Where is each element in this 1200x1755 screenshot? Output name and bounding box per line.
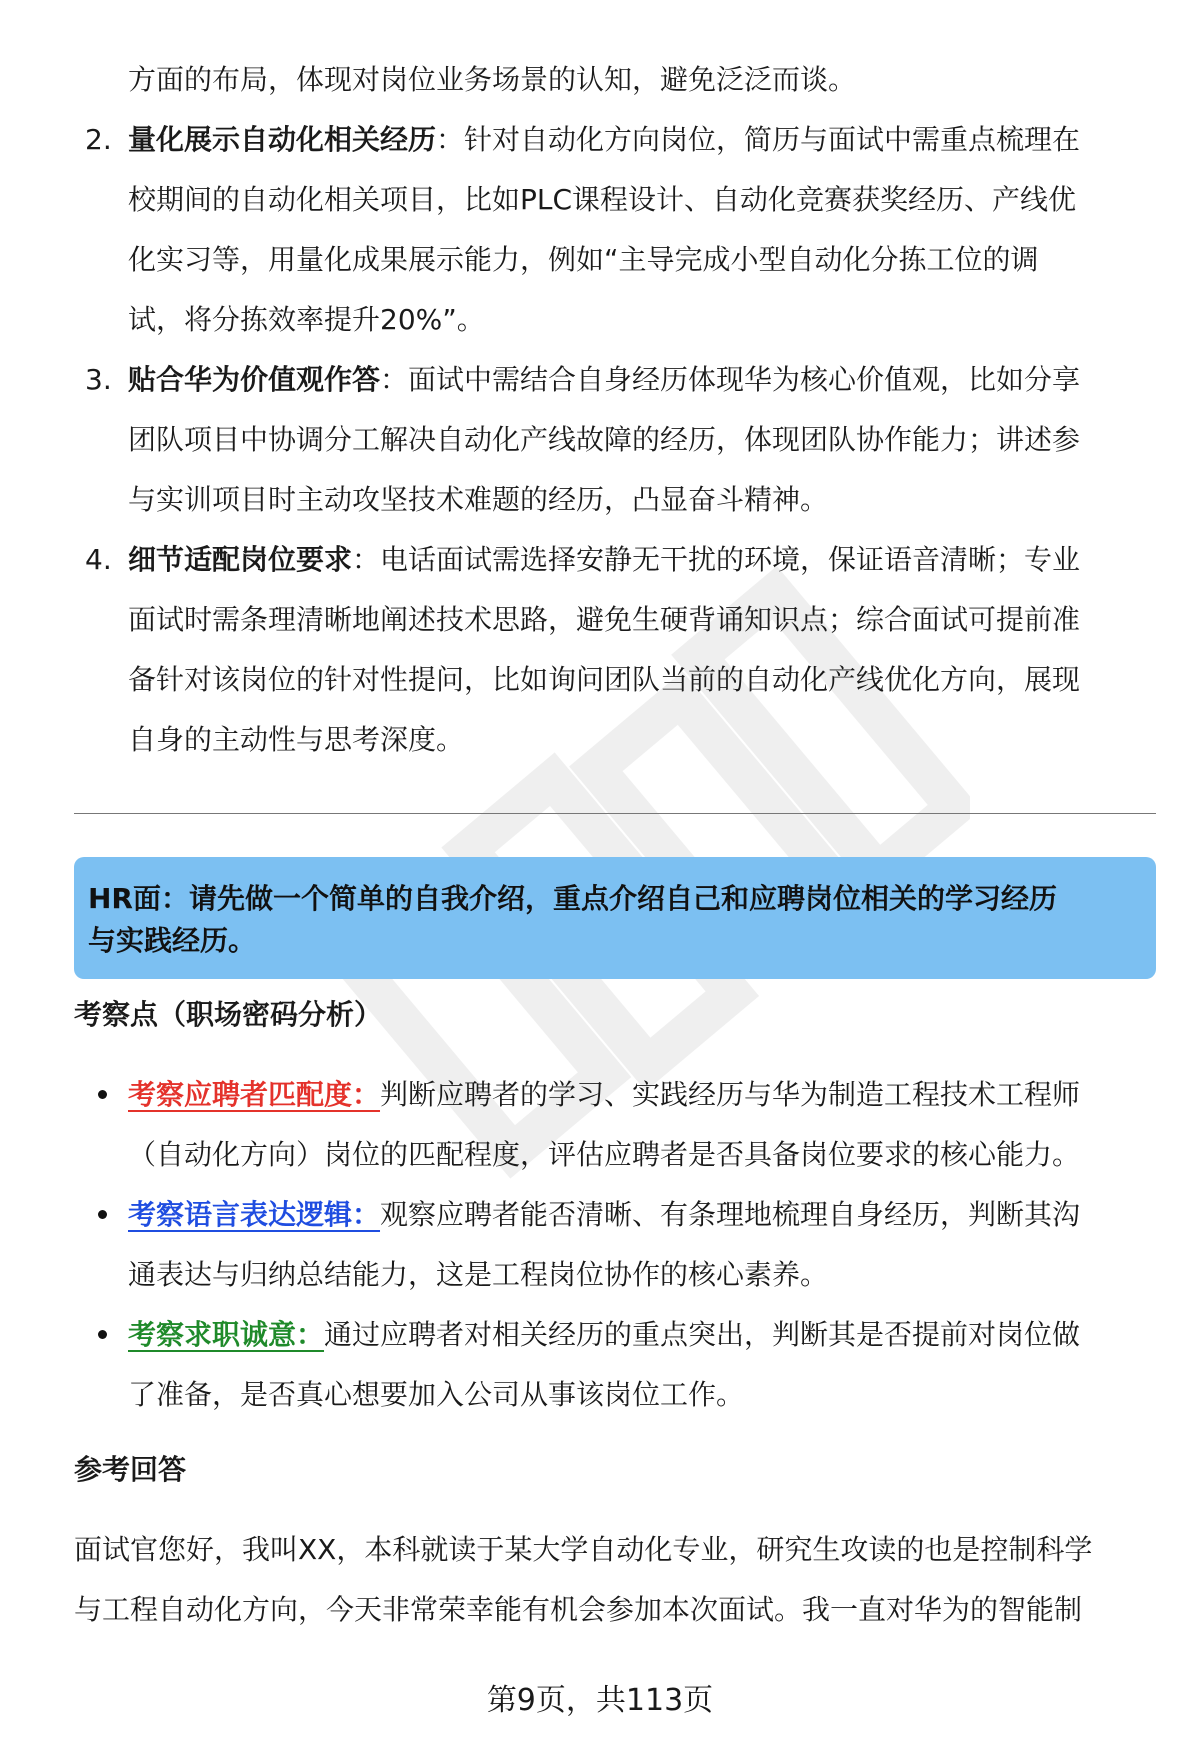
list-continuation-line: 方面的布局，体现对岗位业务场景的认知，避免泛泛而谈。: [128, 63, 857, 96]
bullet-icon: [98, 1090, 107, 1099]
assessment-tag: 考察求职诚意：: [128, 1318, 325, 1351]
assessment-text: （自动化方向）岗位的匹配程度，评估应聘者是否具备岗位要求的核心能力。: [128, 1138, 1081, 1171]
assessment-heading: 考察点（职场密码分析）: [74, 998, 383, 1031]
list-item: [128, 530, 1080, 590]
question-line: 与实践经历。: [88, 924, 257, 957]
tip-title: 细节适配岗位要求: [128, 543, 353, 576]
tip-text: 面试时需条理清晰地阐述技术思路，避免生硬背诵知识点；综合面试可提前准: [128, 603, 1081, 636]
tip-title: 贴合华为价值观作答: [128, 363, 381, 396]
tip-text: ：电话面试需选择安静无干扰的环境，保证语音清晰；专业: [352, 543, 1081, 576]
tip-text: 自身的主动性与思考深度。: [128, 723, 465, 756]
tip-text: 化实习等，用量化成果展示能力，例如“主导完成小型自动化分拣工位的调: [128, 243, 1039, 276]
page-number: 第9页，共113页: [486, 1683, 714, 1718]
tip-text: 团队项目中协调分工解决自动化产线故障的经历，体现团队协作能力；讲述参: [128, 423, 1081, 456]
reference-heading: 参考回答: [74, 1453, 187, 1486]
section-divider: [74, 813, 1156, 814]
reference-text: 与工程自动化方向，今天非常荣幸能有机会参加本次面试。我一直对华为的智能制: [74, 1593, 1083, 1626]
tip-text: 校期间的自动化相关项目，比如PLC课程设计、自动化竞赛获奖经历、产线优: [128, 183, 1077, 216]
assessment-text: 判断应聘者的学习、实践经历与华为制造工程技术工程师: [380, 1078, 1081, 1111]
assessment-tag: 考察应聘者匹配度：: [128, 1078, 381, 1111]
tip-text: ：面试中需结合自身经历体现华为核心价值观，比如分享: [380, 363, 1081, 396]
assessment-text: 了准备，是否真心想要加入公司从事该岗位工作。: [128, 1378, 745, 1411]
list-item: [128, 350, 1080, 410]
bullet-icon: [98, 1210, 107, 1219]
tip-text: 备针对该岗位的针对性提问，比如询问团队当前的自动化产线优化方向，展现: [128, 663, 1081, 696]
assessment-text: 观察应聘者能否清晰、有条理地梳理自身经历，判断其沟: [380, 1198, 1081, 1231]
list-number: 2.: [85, 123, 112, 156]
assessment-item: [128, 1065, 1080, 1125]
list-number: 3.: [85, 363, 112, 396]
assessment-text: 通表达与归纳总结能力，这是工程岗位协作的核心素养。: [128, 1258, 829, 1291]
list-item: [128, 110, 1080, 170]
tip-text: ：针对自动化方向岗位，简历与面试中需重点梳理在: [436, 123, 1081, 156]
tip-title: 量化展示自动化相关经历: [128, 123, 437, 156]
reference-text: 面试官您好，我叫XX，本科就读于某大学自动化专业，研究生攻读的也是控制科学: [74, 1533, 1093, 1566]
question-line: HR面：请先做一个简单的自我介绍，重点介绍自己和应聘岗位相关的学习经历: [88, 882, 1057, 915]
assessment-text: 通过应聘者对相关经历的重点突出，判断其是否提前对岗位做: [324, 1318, 1081, 1351]
tip-text: 与实训项目时主动攻坚技术难题的经历，凸显奋斗精神。: [128, 483, 829, 516]
assessment-tag: 考察语言表达逻辑：: [128, 1198, 381, 1231]
bullet-icon: [98, 1330, 107, 1339]
tip-text: 试，将分拣效率提升20%”。: [128, 303, 485, 336]
assessment-item: [128, 1185, 1080, 1245]
assessment-item: [128, 1305, 1080, 1365]
list-number: 4.: [85, 543, 112, 576]
